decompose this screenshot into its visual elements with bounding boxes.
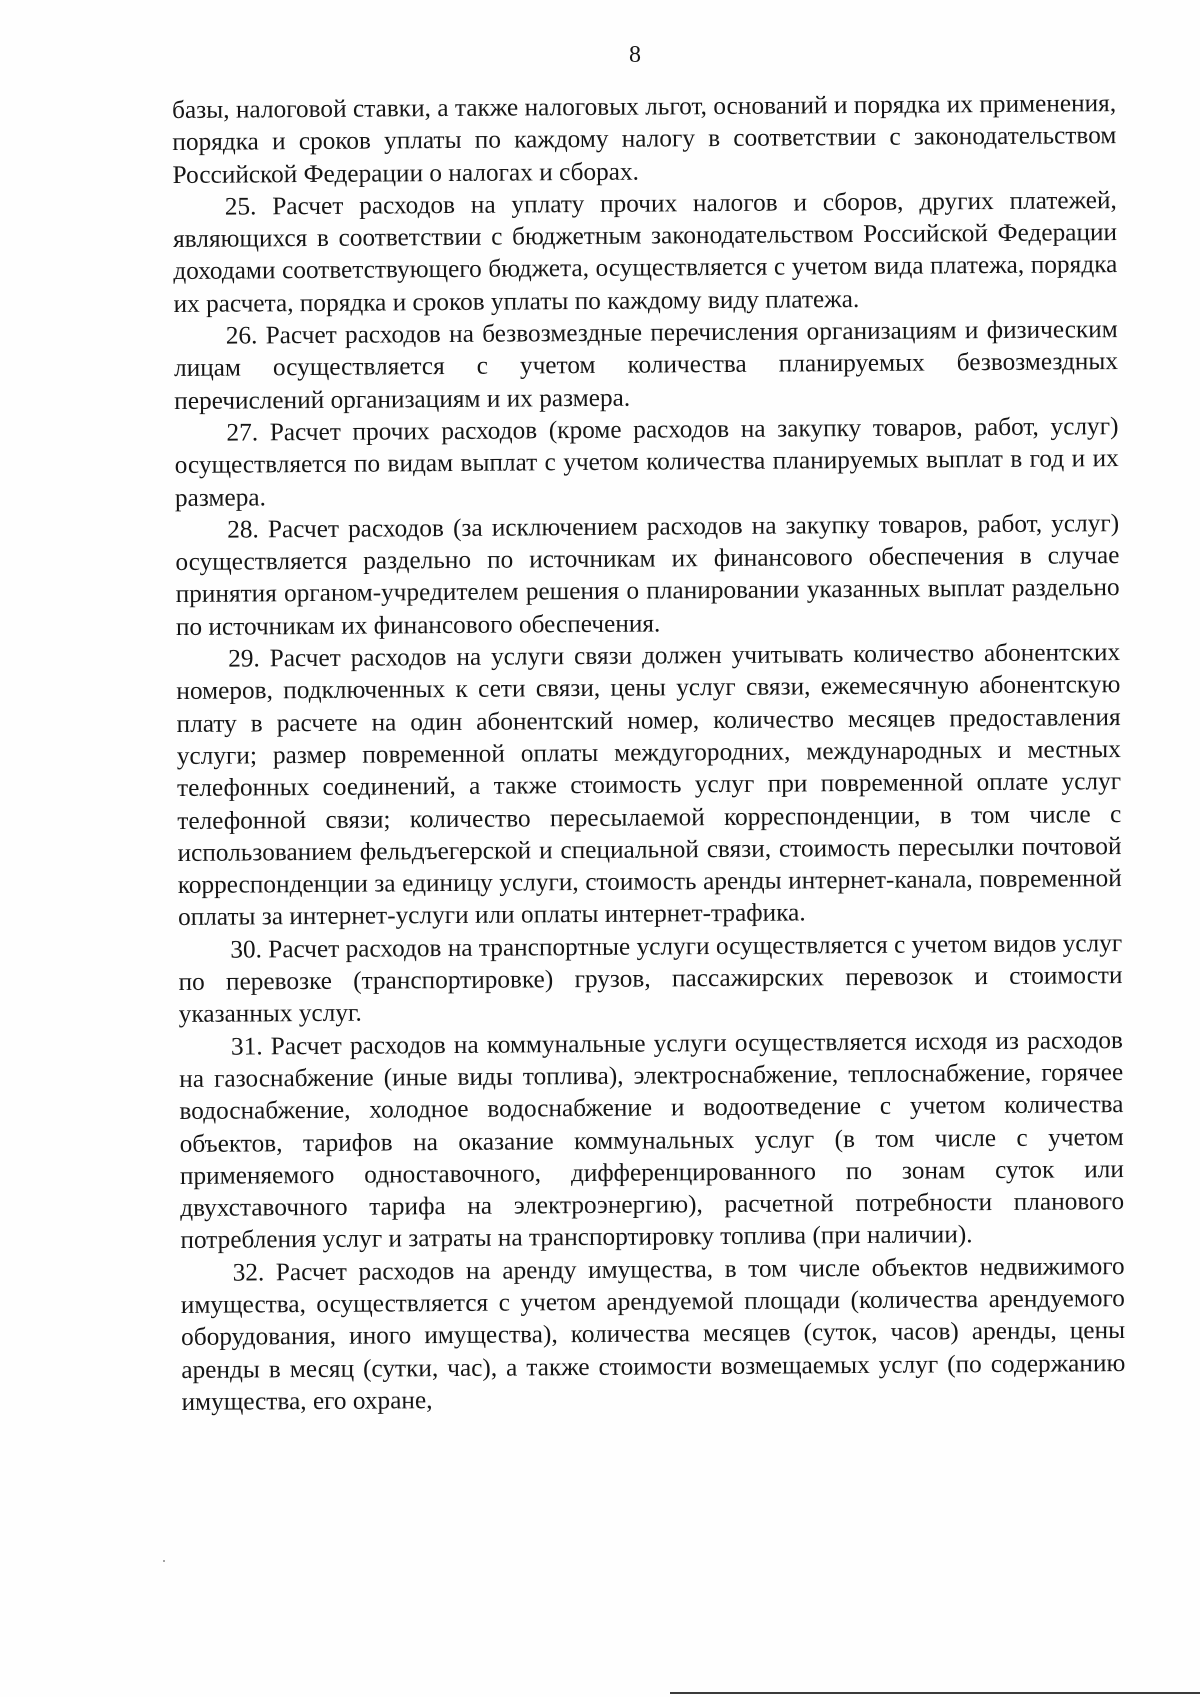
paragraph-27: 27. Расчет прочих расходов (кроме расходов на закупку товаров, работ, услуг) осуществляется по видам выплат с учетом количества планируемых выплат в год и их размера. <box>174 412 1119 512</box>
paragraph-31: 31. Расчет расходов на коммунальные услуги осуществляется исходя из расходов на газоснабжение (иные виды топлива), электроснабжение, теплоснабжение, горячее водоснабжение, холодное водоснабжение и водоотведение с учетом количества объектов, тарифов на оказание коммунальных услуг (в том числе с учетом применяемого одноставочного, дифференцированного по зонам суток или двухставочного тарифа на электроэнергию), расчетной потребности планового потребления услуг и затраты на транспортировку топлива (при наличии). <box>179 1025 1125 1255</box>
paragraph-29: 29. Расчет расходов на услуги связи должен учитывать количество абонентских номеров, подключенных к сети связи, цены услуг связи, ежемесячную абонентскую плату в расчете на один абонентский номер, количество месяцев предоставления услуги; размер повременной оплаты междугородних, международных и местных телефонных соединений, а также стоимость услуг при повременной оплате услуг телефонной связи; количество пересылаемой корреспонденции, в том числе с использованием фельдъегерской и специальной связи, стоимость пересылки почтовой корреспонденции за единицу услуги, стоимость аренды интернет-канала, повременной оплаты за интернет-услуги или оплаты интернет-трафика. <box>176 638 1122 932</box>
page-number: 8 <box>629 42 641 68</box>
scan-artifact-dot <box>163 1560 165 1562</box>
paragraph-26: 26. Расчет расходов на безвозмездные перечисления организациям и физическим лицам осуществляется с учетом количества планируемых безвозмездных перечислений организациям и их размера. <box>173 315 1119 415</box>
paragraph-32: 32. Расчет расходов на аренду имущества, в том числе объектов недвижимого имущества, осуществляется с учетом арендуемой площади (количества арендуемого оборудования, иного имущества), количества месяцев (суток, часов) аренды, цены аренды в месяц (сутки, час), а также стоимости возмещаемых услуг (по содержанию имущества, его охране, <box>180 1251 1126 1416</box>
paragraph-28: 28. Расчет расходов (за исключением расходов на закупку товаров, работ, услуг) осуществляется раздельно по источникам их финансового обеспечения в случае принятия органом-учредителем решения о планировании указанных выплат раздельно по источникам их финансового обеспечения. <box>175 508 1120 641</box>
paragraph-30: 30. Расчет расходов на транспортные услуги осуществляется с учетом видов услуг по перевозке (транспортировке) грузов, пассажирских перевозок и стоимости указанных услуг. <box>178 928 1123 1029</box>
paragraph-continuation: базы, налоговой ставки, а также налоговых льгот, оснований и порядка их применения, порядка и сроков уплаты по каждому налогу в соответствии с законодательством Российской Федерации о налогах и сборах. <box>172 89 1117 189</box>
paragraph-25: 25. Расчет расходов на уплату прочих налогов и сборов, других платежей, являющихся в соответствии с бюджетным законодательством Российской Федерации доходами соответствующего бюджета, осуществляется с учетом вида платежа, порядка их расчета, порядка и сроков уплаты по каждому виду платежа. <box>172 185 1118 318</box>
scan-edge-line <box>670 1692 1200 1694</box>
document-body <box>172 87 1126 1418</box>
